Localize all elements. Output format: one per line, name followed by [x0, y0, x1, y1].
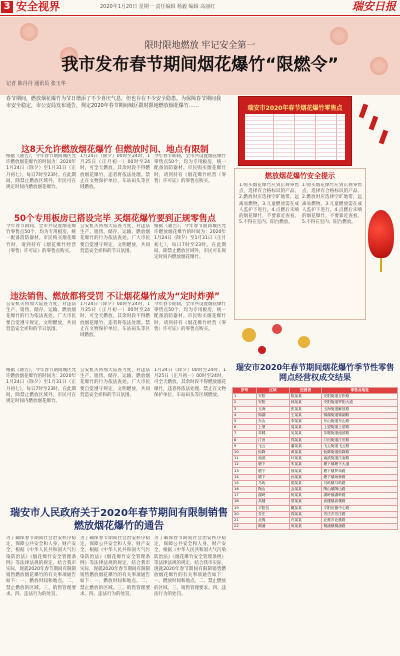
- table-cell: 陶山: [257, 487, 290, 493]
- table-cell: 莘塍街道南滨路: [322, 431, 398, 437]
- page-number: 3: [1, 1, 13, 13]
- table-cell: 16: [233, 487, 257, 493]
- table-header-cell: 序号: [233, 388, 257, 394]
- firework-icon: [258, 346, 266, 354]
- table-cell: 马屿镇马屿路: [322, 480, 398, 486]
- table-cell: 高楼镇高楼路: [322, 499, 398, 505]
- table-cell: 14: [233, 474, 257, 480]
- table-cell: 塘下: [257, 462, 290, 468]
- subhead-3: 违法销售、燃放都将受罚 不让烟花爆竹成为“定时炸弹”: [10, 292, 220, 302]
- table-cell: 18: [233, 499, 257, 505]
- table-cell: 7: [233, 431, 257, 437]
- body-column-5: 公安机关将加大巡查力度，对违法生产、销售、储存、运输、燃放烟花爆竹的行为依法查处。广大市民要自觉遵守规定，文明燃放，共同营造安全祥和的节日氛围。: [80, 224, 150, 254]
- table-cell: 戴某某: [289, 505, 322, 511]
- table-cell: 桐浦: [257, 524, 290, 530]
- firecracker-icon: [359, 104, 368, 119]
- table-cell: 锦湖街道锦湖路: [322, 412, 398, 418]
- table-cell: 湖岭: [257, 493, 290, 499]
- table-cell: 孙某某: [289, 474, 322, 480]
- table-cell: 塘下镇场桥路: [322, 474, 398, 480]
- poster-title: 瑞安市2020年春节烟花爆竹零售点: [247, 105, 343, 112]
- lantern-tassel: [380, 258, 382, 272]
- table-cell: 安阳: [257, 394, 290, 400]
- table-cell: 安阳: [257, 400, 290, 406]
- notice-column-1: 为了确保春节期间社会治安秩序稳定，保障公共安全和人身、财产安全，根据《中华人民共和国大气污染防治法》《烟花爆竹安全管理条例》等法律法规的规定，结合我市实际，现就2020年春节期间有限制销售燃放烟花爆竹的有关事项通告如下：一、燃放时间和地点。二、禁止燃放的区域。三、销售管理要求。四、违法行为的处罚。: [6, 536, 76, 597]
- subhead-2: 50个专用板房已搭设完毕 买烟花爆竹要到正规零售点: [14, 214, 216, 224]
- poster-columns: [253, 114, 339, 160]
- table-cell: 22: [233, 524, 257, 530]
- table-cell: 钱某某: [289, 511, 322, 517]
- lead-paragraph: 春节期间，燃放烟花爆竹为节日增添了不少喜庆气息，但也存在不少安全隐患。为保障春节期间我市安全稳定，市公安局发布通告，规定2020年春节期间城区限时限地燃放烟花爆竹……: [6, 96, 222, 109]
- body-column-12: 1月24日（除夕）00时至24时，1月25日（正月初一）00时至24时，可全天燃放。其余时段不得燃放烟花爆竹，违者将依法处理。禁止在文物保护单位、车站码头等区域燃放。: [154, 368, 226, 398]
- table-cell: 许某某: [289, 517, 322, 523]
- table-cell: 仙降街道仙降路: [322, 449, 398, 455]
- table-cell: 4: [233, 412, 257, 418]
- safety-tips-text-2: 1.购买烟花爆竹应到正规零售点，选择有合格标识的产品。2.燃放时应选择空旷地带，远离易燃物。3.儿童燃放需在成人监护下进行。4.点燃后未响的烟花爆竹，不要靠近查看。5.不得在室内、阳台燃放。: [302, 183, 362, 226]
- table-cell: 8: [233, 437, 257, 443]
- table-cell: 9: [233, 443, 257, 449]
- table-cell: 郑某某: [289, 437, 322, 443]
- table-header-cell: 经营者: [289, 388, 322, 394]
- table-cell: 林某某: [289, 400, 322, 406]
- notice-column-2: 为了确保春节期间社会治安秩序稳定，保障公共安全和人身、财产安全，根据《中华人民共和国大气污染防治法》《烟花爆竹安全管理条例》等法律法规的规定，结合我市实际，现就2020年春节期间有限制销售燃放烟花爆竹的有关事项通告如下：一、燃放时间和地点。二、禁止燃放的区域。三、销售管理要求。四、违法行为的处罚。: [80, 536, 150, 597]
- issue-meta: 2020年1月20日 星期一 责任编辑 杨毅 编辑 高丽红: [100, 4, 216, 10]
- table-cell: 安阳街道罗阳大道: [322, 400, 398, 406]
- table-cell: 21: [233, 517, 257, 523]
- firecracker-icon: [369, 116, 378, 131]
- table-cell: 李某某: [289, 418, 322, 424]
- byline: 记者 陈丹丹 通讯员 张玉华: [6, 81, 66, 87]
- table-cell: 汀田街道汀田路: [322, 437, 398, 443]
- firecracker-decoration: [355, 96, 397, 164]
- table-cell: 塘下镇塘下大道: [322, 462, 398, 468]
- table-cell: 1: [233, 394, 257, 400]
- body-column-9: 今年春节期间，全市共设置烟花爆竹零售点50个，均为专用板房，统一配备消防器材。市民购买烟花爆竹时，请到持有《烟花爆竹经营（零售）许可证》的零售点购买。: [154, 302, 226, 332]
- table-cell: 高楼: [257, 499, 290, 505]
- table-cell: 20: [233, 511, 257, 517]
- table-cell: 12: [233, 462, 257, 468]
- body-column-10: 根据《通告》，今年春节期间城区允许燃放烟花爆竹的时间为：2020年1月24日（除夕）至1月31日（正月初七），每日7时至23时。在此期间，除禁止燃放区域外，市民可在规定时间内燃放烟花爆竹。: [6, 368, 76, 405]
- table-cell: 平阳坑: [257, 505, 290, 511]
- table-cell: 陶山镇陶山路: [322, 487, 398, 493]
- fireworks-illustration: [232, 322, 332, 362]
- table-row: [233, 524, 398, 530]
- table-cell: 2: [233, 400, 257, 406]
- table-cell: 10: [233, 449, 257, 455]
- table-cell: 朱某某: [289, 462, 322, 468]
- table-cell: 平阳坑镇中心路: [322, 505, 398, 511]
- table-cell: 张某某: [289, 406, 322, 412]
- table-cell: 上望街道上望路: [322, 425, 398, 431]
- table-cell: 5: [233, 418, 257, 424]
- table-cell: 周某某: [289, 425, 322, 431]
- table-cell: 芳庄乡芳庄路: [322, 511, 398, 517]
- table-cell: 叶某某: [289, 456, 322, 462]
- firecracker-icon: [379, 130, 388, 145]
- body-column-7: 公安机关将加大巡查力度，对违法生产、销售、储存、运输、燃放烟花爆竹的行为依法查处。广大市民要自觉遵守规定，文明燃放，共同营造安全祥和的节日氛围。: [6, 302, 76, 332]
- table-cell: 南滨: [257, 456, 290, 462]
- body-column-1: 根据《通告》，今年春节期间城区允许燃放烟花爆竹的时间为：2020年1月24日（除夕）至1月31日（正月初七），每日7时至23时。在此期间，除禁止燃放区域外，市民可在规定时间内燃放烟花爆竹。: [6, 154, 76, 191]
- safety-tips-box: [234, 168, 366, 320]
- firework-icon: [242, 328, 256, 342]
- newspaper-logo: 瑞安日报: [352, 0, 396, 13]
- table-cell: 玉海街道解放路: [322, 406, 398, 412]
- firework-icon: [272, 324, 282, 334]
- table-body: [233, 394, 398, 530]
- table-header-cell: 区域: [257, 388, 290, 394]
- table-cell: 湖岭镇湖岭路: [322, 493, 398, 499]
- body-column-2: 1月24日（除夕）00时至24时，1月25日（正月初一）00时至24时，可全天燃放。其余时段不得燃放烟花爆竹，违者将依法处理。禁止在文物保护单位、车站码头等区域燃放。: [80, 154, 150, 191]
- table-cell: 北麂乡北麂路: [322, 517, 398, 523]
- body-column-6: 根据《通告》，今年春节期间城区允许燃放烟花爆竹的时间为：2020年1月24日（除夕）至1月31日（正月初七），每日7时至23时。在此期间，除禁止燃放区域外，市民可在规定时间内燃放烟花爆竹。: [154, 224, 226, 261]
- table-cell: 17: [233, 493, 257, 499]
- table-cell: 莘塍: [257, 431, 290, 437]
- table-cell: 东山: [257, 418, 290, 424]
- subhead-1: 这8天允许燃放烟花爆竹 但燃放时间、地点有限制: [21, 145, 209, 155]
- lantern-icon: [368, 210, 394, 258]
- table-cell: 潘某某: [289, 443, 322, 449]
- table-cell: 飞云街道飞云路: [322, 443, 398, 449]
- table-cell: 黄某某: [289, 449, 322, 455]
- body-column-8: 1月24日（除夕）00时至24时，1月25日（正月初一）00时至24时，可全天燃放。其余时段不得燃放烟花爆竹，违者将依法处理。禁止在文物保护单位、车站码头等区域燃放。: [80, 302, 150, 339]
- table-cell: 汀田: [257, 437, 290, 443]
- table-cell: 塘下镇罗凤路: [322, 468, 398, 474]
- table-cell: 徐某某: [289, 468, 322, 474]
- retail-points-poster: [238, 96, 352, 166]
- table-cell: 3: [233, 406, 257, 412]
- table-cell: 芳庄: [257, 511, 290, 517]
- firework-icon: [298, 336, 310, 348]
- safety-tips-title: 燃放烟花爆竹安全提示: [265, 172, 335, 180]
- table-cell: 塘下: [257, 474, 290, 480]
- table-cell: 金某某: [289, 487, 322, 493]
- table-cell: 15: [233, 480, 257, 486]
- page-headline: 我市发布春节期间烟花爆竹“限燃令”: [61, 55, 339, 75]
- body-column-3: 今年春节期间，全市共设置烟花爆竹零售点50个，均为专用板房，统一配备消防器材。市民购买烟花爆竹时，请到持有《烟花爆竹经营（零售）许可证》的零售点购买。: [154, 154, 226, 184]
- table-cell: 杨某某: [289, 493, 322, 499]
- retail-results-table: [232, 387, 398, 530]
- table-cell: 塘下: [257, 468, 290, 474]
- table-title: 瑞安市2020年春节期间烟花爆竹季节性零售网点经营权成交结果: [235, 363, 395, 382]
- table-cell: 11: [233, 456, 257, 462]
- table-cell: 上望: [257, 425, 290, 431]
- table-cell: 陈某某: [289, 394, 322, 400]
- table-cell: 南滨街道江南路: [322, 456, 398, 462]
- table-cell: 19: [233, 505, 257, 511]
- table-cell: 王某某: [289, 412, 322, 418]
- table-cell: 北麂: [257, 517, 290, 523]
- safety-tips-text-1: 1.购买烟花爆竹应到正规零售点，选择有合格标识的产品。2.燃放时应选择空旷地带，远离易燃物。3.儿童燃放需在成人监护下进行。4.点燃后未响的烟花爆竹，不要靠近查看。5.不得在室内、阳台燃放。: [239, 183, 299, 226]
- table-cell: 胡某某: [289, 480, 322, 486]
- page-header: [0, 0, 400, 16]
- table-cell: 安阳街道万松路: [322, 394, 398, 400]
- table-cell: 桐浦镇桐浦路: [322, 524, 398, 530]
- table-cell: 蔡某某: [289, 499, 322, 505]
- table-cell: 马屿: [257, 480, 290, 486]
- body-column-4: 今年春节期间，全市共设置烟花爆竹零售点50个，均为专用板房，统一配备消防器材。市民购买烟花爆竹时，请到持有《烟花爆竹经营（零售）许可证》的零售点购买。: [6, 224, 76, 254]
- table-cell: 飞云: [257, 443, 290, 449]
- body-column-11: 公安机关将加大巡查力度，对违法生产、销售、储存、运输、燃放烟花爆竹的行为依法查处。广大市民要自觉遵守规定，文明燃放，共同营造安全祥和的节日氛围。: [80, 368, 150, 398]
- headline-kicker: 限时限地燃放 牢记安全第一: [144, 41, 256, 51]
- table-cell: 东山街道东山路: [322, 418, 398, 424]
- table-cell: 6: [233, 425, 257, 431]
- table-cell: 何某某: [289, 524, 322, 530]
- notice-title: 瑞安市人民政府关于2020年春节期间有限制销售燃放烟花爆竹的通告: [10, 508, 228, 532]
- section-title: 安全视界: [16, 0, 60, 13]
- table-header-cell: 零售点地址: [322, 388, 398, 394]
- table-cell: 13: [233, 468, 257, 474]
- table-cell: 锦湖: [257, 412, 290, 418]
- table-cell: 吴某某: [289, 431, 322, 437]
- table-cell: 玉海: [257, 406, 290, 412]
- table-cell: 仙降: [257, 449, 290, 455]
- notice-column-3: 为了确保春节期间社会治安秩序稳定，保障公共安全和人身、财产安全，根据《中华人民共和国大气污染防治法》《烟花爆竹安全管理条例》等法律法规的规定，结合我市实际，现就2020年春节期间有限制销售燃放烟花爆竹的有关事项通告如下：一、燃放时间和地点。二、禁止燃放的区域。三、销售管理要求。四、违法行为的处罚。: [154, 536, 226, 597]
